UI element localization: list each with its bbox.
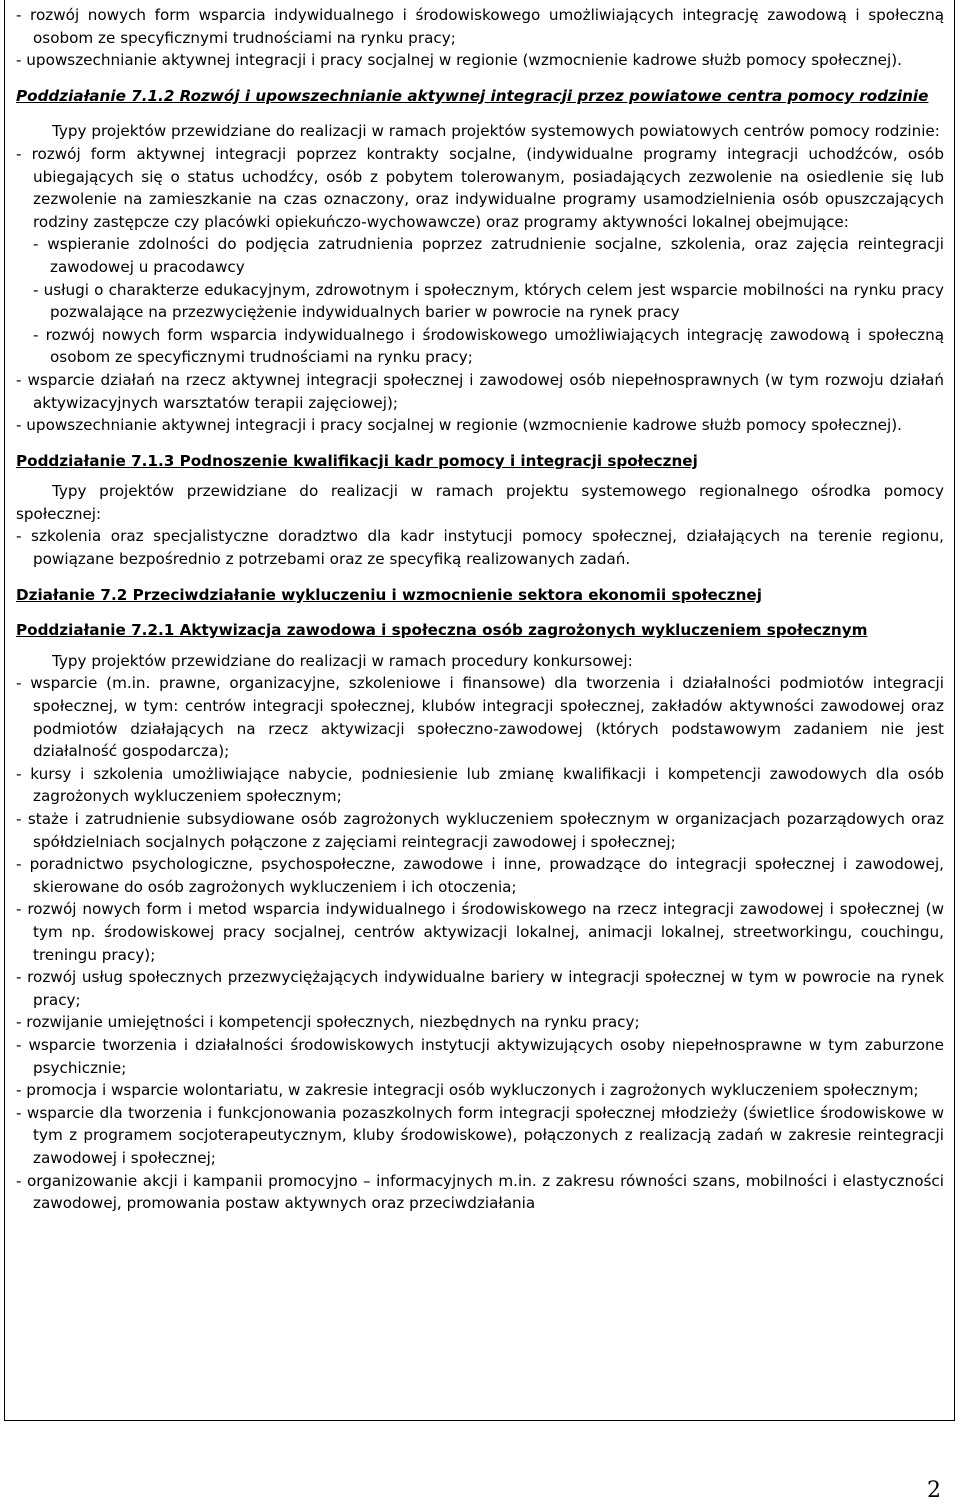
sub-list-item: - rozwój nowych form wsparcia indywidualnego i środowiskowego umożliwiających integrację zawodową i społeczną osobom ze specyficznymi trudnościami na rynku pracy; (33, 325, 944, 367)
page-number: 2 (927, 1478, 941, 1503)
list-item: - wsparcie dla tworzenia i funkcjonowania pozaszkolnych form integracji społecznej młodzieży (świetlice środowiskowe w tym z programem socjoterapeutycznym, kluby środowiskowe), połączonych z realizacją zadań w zakresie reintegracji zawodowej i społecznej; (16, 1103, 944, 1167)
list-item: - organizowanie akcji i kampanii promocyjno – informacyjnych m.in. z zakresu równości szans, mobilności i elastyczności zawodowej, promowania postaw aktywnych oraz przeciwdziałania (16, 1171, 944, 1213)
list-item: - promocja i wsparcie wolontariatu, w zakresie integracji osób wykluczonych i zagrożonych wykluczeniem społecznym; (16, 1081, 919, 1100)
list-item: - upowszechnianie aktywnej integracji i pracy socjalnej w regionie (wzmocnienie kadrowe służb pomocy społecznej). (16, 51, 902, 70)
list-item: - rozwój nowych form i metod wsparcia indywidualnego i środowiskowego na rzecz integracji zawodowej i społecznej (w tym np. środowiskowej pracy socjalnej, centrów aktywizacji lokalnej, animacji lokalnej, streetworkingu, couchingu, treningu pracy); (16, 900, 944, 964)
section-intro: Typy projektów przewidziane do realizacji w ramach projektów systemowych powiatowych centrów pomocy rodzinie: (52, 122, 940, 141)
list-item: - wsparcie działań na rzecz aktywnej integracji społecznej i zawodowej osób niepełnosprawnych (w tym rozwoju działań aktywizacyjnych warsztatów terapii zajęciowej); (16, 370, 944, 412)
list-item: - szkolenia oraz specjalistyczne doradztwo dla kadr instytucji pomocy społecznej, działających na terenie regionu, powiązane bezpośrednio z potrzebami oraz ze specyfiką realizowanych zadań. (16, 527, 944, 569)
list-item: - upowszechnianie aktywnej integracji i pracy socjalnej w regionie (wzmocnienie kadrowe służb pomocy społecznej). (16, 416, 902, 435)
section-heading-7-2-1: Poddziałanie 7.2.1 Aktywizacja zawodowa i społeczna osób zagrożonych wykluczeniem społecznym (16, 621, 868, 640)
list-item: - kursy i szkolenia umożliwiające nabycie, podniesienie lub zmianę kwalifikacji i kompetencji zawodowych dla osób zagrożonych wykluczeniem społecznym; (16, 764, 944, 806)
list-item: - wsparcie tworzenia i działalności środowiskowych instytucji aktywizujących osoby niepełnosprawne w tym zaburzone psychicznie; (16, 1035, 944, 1077)
section-heading-7-1-3: Poddziałanie 7.1.3 Podnoszenie kwalifikacji kadr pomocy i integracji społecznej (16, 451, 698, 470)
document-body (16, 4, 944, 1215)
section-heading-7-2: Działanie 7.2 Przeciwdziałanie wykluczeniu i wzmocnienie sektora ekonomii społecznej (16, 585, 762, 604)
list-item: - rozwój usług społecznych przezwyciężających indywidualne bariery w integracji społecznej w tym w powrocie na rynek pracy; (16, 968, 944, 1009)
list-item: - wsparcie (m.in. prawne, organizacyjne, szkoleniowe i finansowe) dla tworzenia i działalności podmiotów integracji społecznej, w tym: centrów integracji społecznej, klubów integracji społecznej, zakładów aktywności zawodowej oraz podmiotów działających na rzecz aktywizacji społeczno-zawodowej (których podstawowym zadaniem nie jest działalność gospodarcza); (16, 674, 944, 761)
list-item: - rozwój form aktywnej integracji poprzez kontrakty socjalne, (indywidualne programy integracji uchodźców, osób ubiegających się o status uchodźcy, osób z pobytem tolerowanym, posiadających zezwolenie na osiedlenie się lub zezwolenie na zamieszkanie na czas oznaczony, oraz indywidualne programy usamodzielnienia osób opuszczających rodziny zastępcze czy placówki opiekuńczo-wychowawcze) oraz programy aktywności lokalnej obejmujące: (16, 144, 944, 231)
list-item: - rozwój nowych form wsparcia indywidualnego i środowiskowego umożliwiających integrację zawodową i społeczną osobom ze specyficznymi trudnościami na rynku pracy; (16, 6, 944, 47)
list-item: - rozwijanie umiejętności i kompetencji społecznych, niezbędnych na rynku pracy; (16, 1013, 640, 1032)
section-intro: Typy projektów przewidziane do realizacji w ramach projektu systemowego regionalnego ośrodka pomocy społecznej: (16, 482, 944, 523)
section-heading-7-1-2: Poddziałanie 7.1.2 Rozwój i upowszechnianie aktywnej integracji przez powiatowe centra pomocy rodzinie (16, 86, 929, 105)
sub-list-item: - usługi o charakterze edukacyjnym, zdrowotnym i społecznym, których celem jest wsparcie mobilności na rynku pracy pozwalające na przezwyciężenie indywidualnych barier w powrocie na rynek pracy (33, 280, 944, 322)
sub-list-item: - wspieranie zdolności do podjęcia zatrudnienia poprzez zatrudnienie socjalne, szkolenia, oraz zajęcia reintegracji zawodowej u pracodawcy (33, 235, 944, 276)
section-intro: Typy projektów przewidziane do realizacji w ramach procedury konkursowej: (52, 651, 633, 670)
list-item: - poradnictwo psychologiczne, psychospołeczne, zawodowe i inne, prowadzące do integracji społecznej i zawodowej, skierowane do osób zagrożonych wykluczeniem i ich otoczenia; (16, 855, 944, 896)
list-item: - staże i zatrudnienie subsydiowane osób zagrożonych wykluczeniem społecznym w organizacjach pozarządowych oraz spółdzielniach socjalnych połączone z zajęciami reintegracji zawodowej i społecznej; (16, 810, 944, 851)
